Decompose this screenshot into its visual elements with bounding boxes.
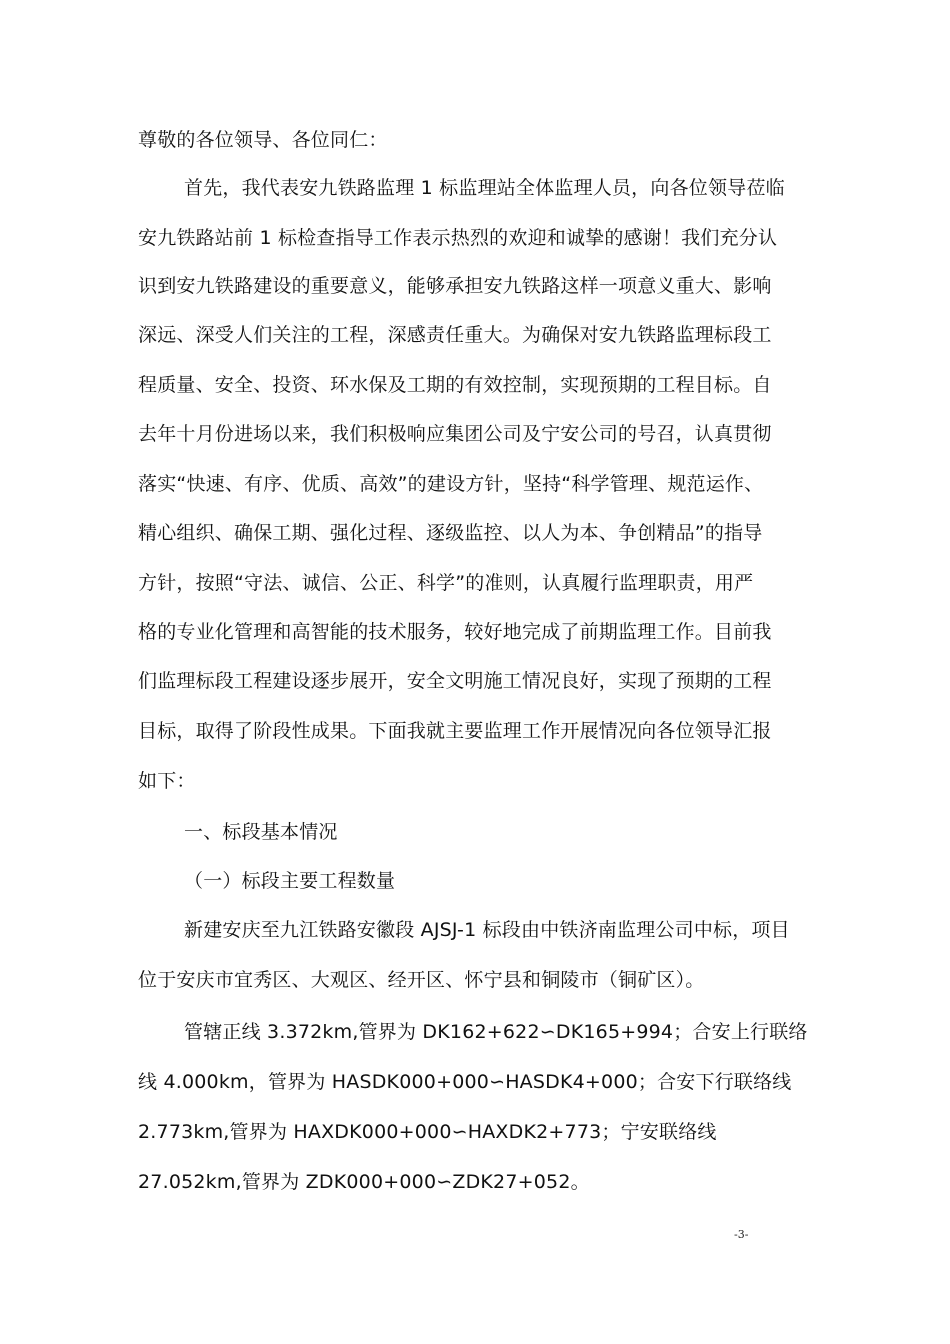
paragraph-1-line-11: 们监理标段工程建设逐步展开，安全文明施工情况良好，实现了预期的工程	[138, 670, 772, 692]
paragraph-3-line-2: 线 4.000km，管界为 HASDK000+000∽HASDK4+000；合安下行联络线	[138, 1071, 792, 1093]
paragraph-1-line-8: 精心组织、确保工期、强化过程、逐级监控、以人为本、争创精品”的指导	[138, 522, 763, 544]
paragraph-3-line-4: 27.052km,管界为 ZDK000+000∽ZDK27+052。	[138, 1171, 590, 1193]
paragraph-1-line-3: 识到安九铁路建设的重要意义，能够承担安九铁路这样一项意义重大、影响	[138, 275, 772, 297]
paragraph-1-line-12: 目标，取得了阶段性成果。下面我就主要监理工作开展情况向各位领导汇报	[138, 720, 772, 742]
paragraph-1-line-10: 格的专业化管理和高智能的技术服务，较好地完成了前期监理工作。目前我	[138, 621, 772, 643]
page-number: -3-	[734, 1228, 749, 1241]
paragraph-3-line-3: 2.773km,管界为 HAXDK000+000∽HAXDK2+773；宁安联络线	[138, 1121, 717, 1143]
paragraph-1-line-4: 深远、深受人们关注的工程，深感责任重大。为确保对安九铁路监理标段工	[138, 324, 772, 346]
paragraph-3-line-1: 管辖正线 3.372km,管界为 DK162+622∽DK165+994；合安上行联络	[184, 1021, 808, 1043]
paragraph-1-line-2: 安九铁路站前 1 标检查指导工作表示热烈的欢迎和诚挚的感谢！我们充分认	[138, 227, 778, 249]
paragraph-1-line-5: 程质量、安全、投资、环水保及工期的有效控制，实现预期的工程目标。自	[138, 374, 772, 396]
paragraph-1-line-7: 落实“快速、有序、优质、高效”的建设方针，坚持“科学管理、规范运作、	[138, 473, 764, 495]
greeting: 尊敬的各位领导、各位同仁：	[138, 129, 388, 151]
paragraph-2-line-1: 新建安庆至九江铁路安徽段 AJSJ-1 标段由中铁济南监理公司中标，项目	[184, 919, 790, 941]
section-heading-2: （一）标段主要工程数量	[184, 870, 396, 892]
paragraph-1-line-13: 如下：	[138, 770, 196, 792]
paragraph-1-line-1: 首先，我代表安九铁路监理 1 标监理站全体监理人员，向各位领导莅临	[184, 177, 785, 199]
paragraph-1-line-9: 方针，按照“守法、诚信、公正、科学”的准则，认真履行监理职责，用严	[138, 572, 754, 594]
paragraph-1-line-6: 去年十月份进场以来，我们积极响应集团公司及宁安公司的号召，认真贯彻	[138, 423, 772, 445]
section-heading-1: 一、标段基本情况	[184, 821, 338, 843]
paragraph-2-line-2: 位于安庆市宜秀区、大观区、经开区、怀宁县和铜陵市（铜矿区）。	[138, 969, 705, 991]
